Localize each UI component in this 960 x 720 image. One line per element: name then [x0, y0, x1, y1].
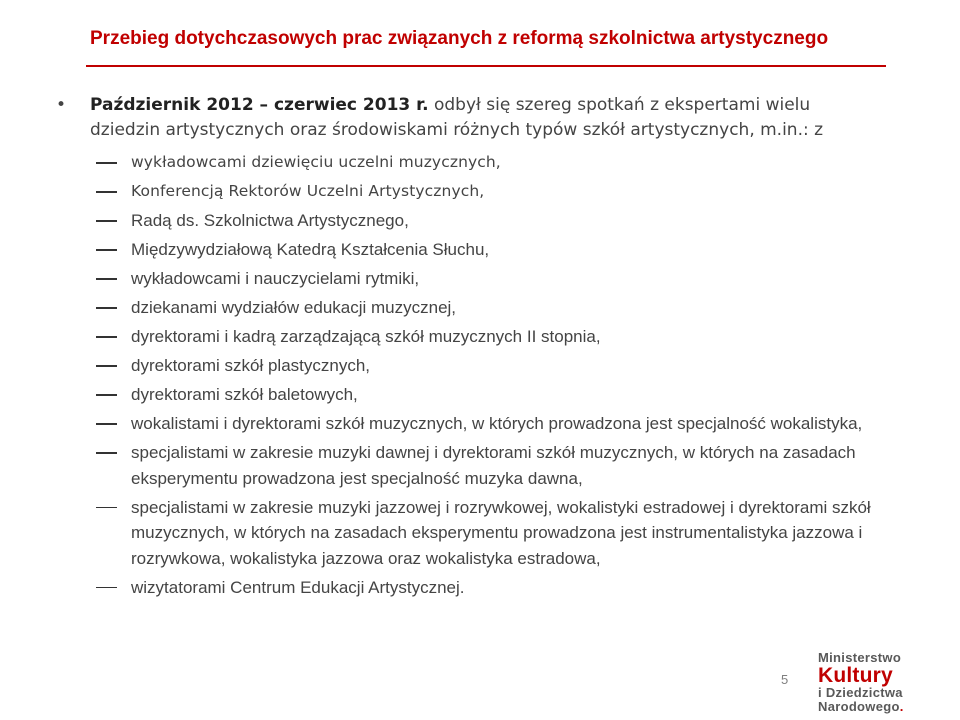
dash-icon [96, 278, 117, 280]
slide-title: Przebieg dotychczasowych prac związanych z reformą szkolnictwa artystycznego [90, 28, 829, 49]
list-item [96, 411, 886, 437]
main-bullet [56, 93, 836, 143]
page-number: 5 [781, 672, 789, 687]
list-item [96, 440, 886, 491]
main-bullet-body: odbył się szereg spotkań z ekspertami wielu dziedzin artystycznych oraz środowiskami różnych typów szkół artystycznych, m.in.: z [90, 95, 824, 140]
list-item [96, 575, 886, 601]
list-item [96, 382, 886, 408]
list-item-text: wykładowcami dziewięciu uczelni muzycznych, [131, 153, 501, 171]
list-item [96, 295, 886, 321]
list-item-text: specjalistami w zakresie muzyki jazzowej i rozrywkowej, wokalistyki estradowej i dyrektorami szkół muzycznych, w których na zasadach eksperymentu prowadzona jest instrumentalistyka jazzowa i rozrywkowa, wokalistyka jazzowa oraz wokalistyka estradowa, [131, 497, 871, 568]
main-bullet-lead: Październik 2012 – czerwiec 2013 r. [90, 95, 429, 115]
list-item-text: wizytatorami Centrum Edukacji Artystycznej. [131, 577, 465, 597]
ministry-logo [818, 650, 950, 712]
list-item [96, 324, 886, 350]
dash-icon [96, 394, 117, 396]
list-item-text: Radą ds. Szkolnictwa Artystycznego, [131, 211, 409, 230]
main-bullet-text [90, 93, 836, 143]
dash-icon [96, 162, 117, 164]
dash-icon [96, 307, 117, 309]
list-item-text: wykładowcami i nauczycielami rytmiki, [131, 269, 420, 288]
dash-icon [96, 587, 117, 589]
logo-line-1: Ministerstwo [818, 650, 902, 665]
logo-line-3: i Dziedzictwa [818, 685, 903, 700]
list-item [96, 150, 886, 176]
dash-icon [96, 507, 117, 509]
list-item [96, 353, 886, 379]
dash-icon [96, 452, 117, 454]
list-item-text: dyrektorami szkół plastycznych, [131, 356, 371, 375]
list-item-text: dyrektorami szkół baletowych, [131, 385, 358, 404]
logo-line-2: Kultury [818, 664, 893, 687]
list-item-text: wokalistami i dyrektorami szkół muzycznych, w których prowadzona jest specjalność wokalistyka, [131, 414, 863, 433]
dash-icon [96, 220, 117, 222]
logo-dot-mark: . [899, 699, 904, 714]
dash-icon [96, 365, 117, 367]
list-item [96, 266, 886, 292]
list-item [96, 495, 886, 572]
dash-icon [96, 423, 117, 425]
dash-icon [96, 336, 117, 338]
dash-icon [96, 191, 117, 193]
title-divider [86, 65, 886, 67]
list-item-text: Międzywydziałową Katedrą Kształcenia Słuchu, [131, 240, 490, 259]
list-item [96, 237, 886, 263]
list-item-text: specjalistami w zakresie muzyki dawnej i dyrektorami szkół muzycznych, w których na zasadach eksperymentu prowadzona jest specjalność muzyka dawna, [131, 443, 856, 488]
sub-bullet-list [96, 150, 886, 604]
dash-icon [96, 249, 117, 251]
logo-line-4 [818, 700, 950, 714]
list-item [96, 179, 886, 205]
list-item-text: Konferencją Rektorów Uczelni Artystycznych, [131, 182, 485, 200]
logo-line-4-text: Narodowego [818, 699, 900, 714]
list-item [96, 208, 886, 234]
list-item-text: dyrektorami i kadrą zarządzającą szkół muzycznych II stopnia, [131, 327, 601, 346]
list-item-text: dziekanami wydziałów edukacji muzycznej, [131, 298, 457, 317]
bullet-dot-icon: • [56, 95, 67, 115]
